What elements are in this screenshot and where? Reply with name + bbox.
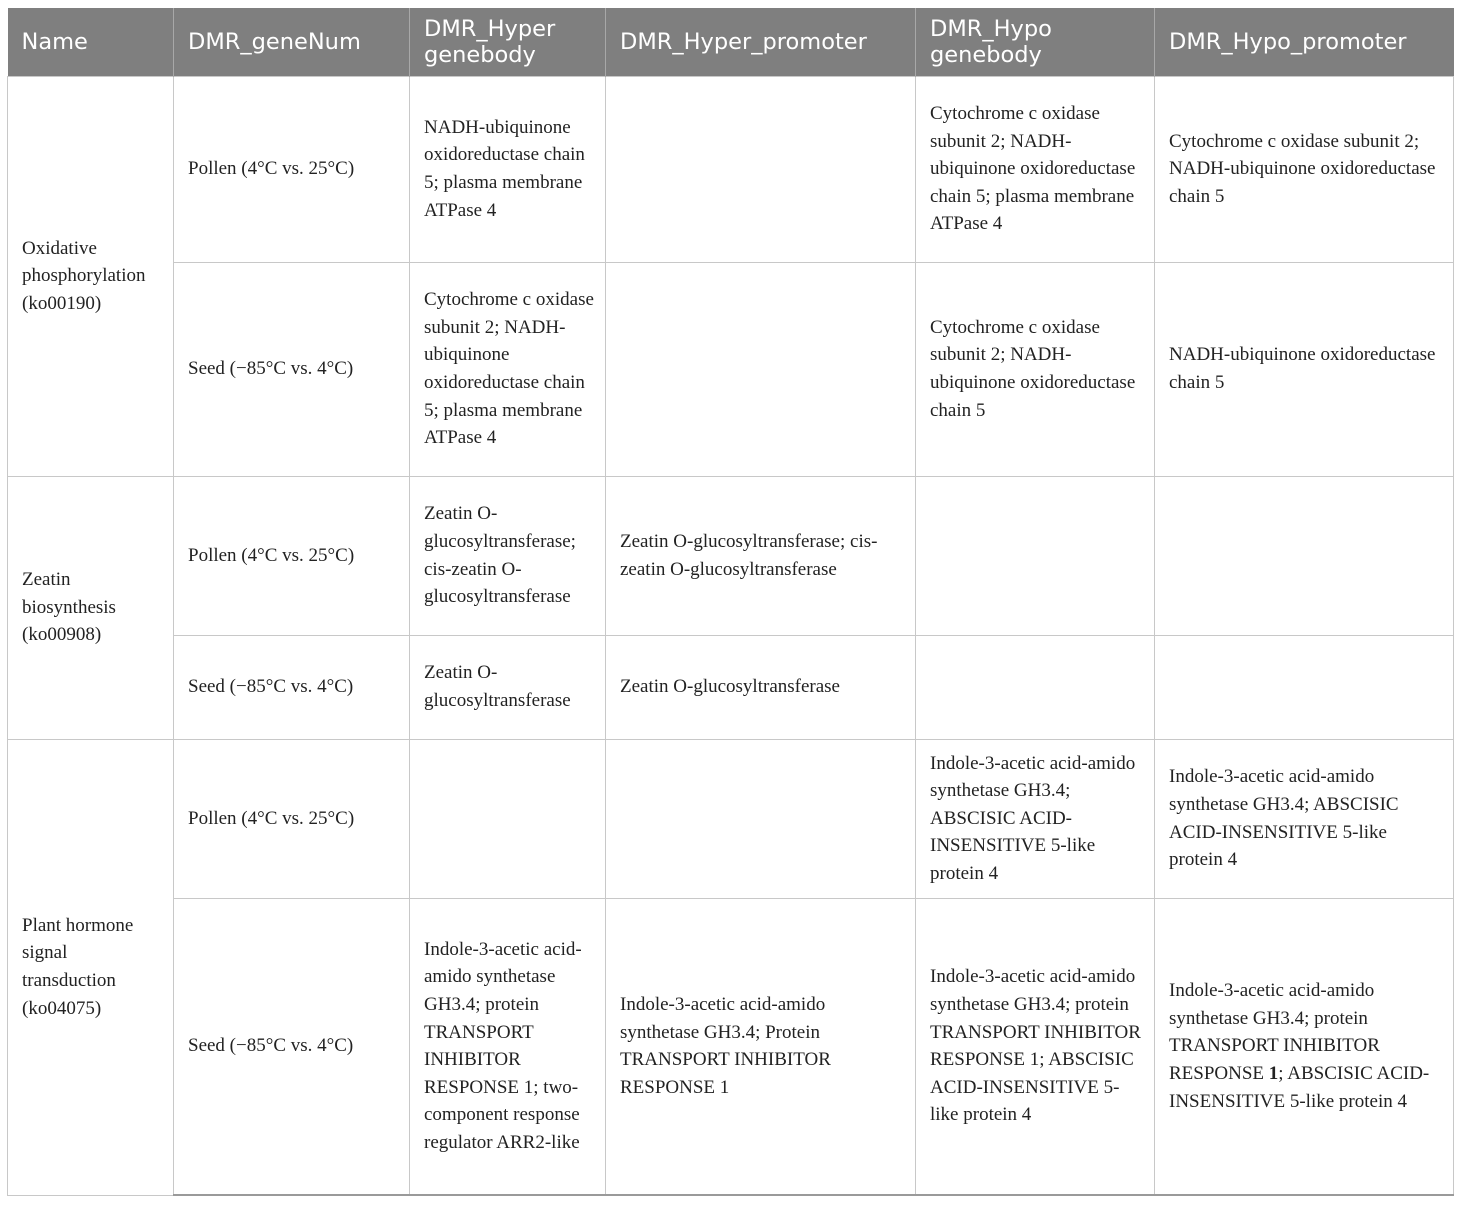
hypo-promoter-text-start: Indole-3-acetic acid-amido synthetase GH3.4; protein TRANSPORT INHIBITOR RESPONSE	[1169, 980, 1380, 1085]
hypo-genebody-cell	[916, 476, 1155, 635]
hyper-promoter-cell: Zeatin O-glucosyltransferase; cis-zeatin O-glucosyltransferase	[606, 476, 916, 635]
sample-cell: Pollen (4°C vs. 25°C)	[174, 76, 410, 262]
table-row	[8, 262, 1454, 476]
hyper-genebody-cell: Cytochrome c oxidase subunit 2; NADH-ubiquinone oxidoreductase chain 5; plasma membrane ATPase 4	[410, 262, 606, 476]
hypo-promoter-bold-number: 1	[1268, 1063, 1279, 1085]
hypo-promoter-cell: NADH-ubiquinone oxidoreductase chain 5	[1155, 262, 1454, 476]
header-hyper-genebody: DMR_Hyper genebody	[410, 8, 606, 76]
hyper-promoter-cell: Indole-3-acetic acid-amido synthetase GH3.4; Protein TRANSPORT INHIBITOR RESPONSE 1	[606, 898, 916, 1195]
sample-cell: Seed (−85°C vs. 4°C)	[174, 262, 410, 476]
hyper-promoter-cell	[606, 262, 916, 476]
hyper-promoter-cell	[606, 76, 916, 262]
hypo-promoter-cell	[1155, 476, 1454, 635]
sample-cell: Pollen (4°C vs. 25°C)	[174, 476, 410, 635]
hyper-genebody-cell: Zeatin O-glucosyltransferase	[410, 635, 606, 739]
sample-cell: Pollen (4°C vs. 25°C)	[174, 739, 410, 898]
hypo-promoter-cell: Indole-3-acetic acid-amido synthetase GH3.4; ABSCISIC ACID-INSENSITIVE 5-like protein 4	[1155, 739, 1454, 898]
hyper-genebody-cell: Indole-3-acetic acid-amido synthetase GH3.4; protein TRANSPORT INHIBITOR RESPONSE 1; two-component response regulator ARR2-like	[410, 898, 606, 1195]
hypo-genebody-cell	[916, 635, 1155, 739]
hypo-promoter-cell	[1155, 635, 1454, 739]
table-row	[8, 635, 1454, 739]
hyper-genebody-cell: NADH-ubiquinone oxidoreductase chain 5; plasma membrane ATPase 4	[410, 76, 606, 262]
table-row	[8, 476, 1454, 635]
table-row	[8, 898, 1454, 1195]
header-name: Name	[8, 8, 174, 76]
dmr-pathway-table	[7, 8, 1454, 1196]
hypo-genebody-cell: Cytochrome c oxidase subunit 2; NADH-ubiquinone oxidoreductase chain 5; plasma membrane ATPase 4	[916, 76, 1155, 262]
pathway-name-cell: Zeatin biosynthesis (ko00908)	[8, 476, 174, 739]
table-row	[8, 76, 1454, 262]
hyper-genebody-cell	[410, 739, 606, 898]
header-dmr-genenum: DMR_geneNum	[174, 8, 410, 76]
pathway-name-cell: Oxidative phosphorylation (ko00190)	[8, 76, 174, 476]
sample-cell: Seed (−85°C vs. 4°C)	[174, 898, 410, 1195]
pathway-name-cell: Plant hormone signal transduction (ko04075)	[8, 739, 174, 1195]
hypo-promoter-cell	[1155, 898, 1454, 1195]
header-hypo-promoter: DMR_Hypo_promoter	[1155, 8, 1454, 76]
hyper-promoter-cell: Zeatin O-glucosyltransferase	[606, 635, 916, 739]
hypo-promoter-cell: Cytochrome c oxidase subunit 2; NADH-ubiquinone oxidoreductase chain 5	[1155, 76, 1454, 262]
table-row	[8, 739, 1454, 898]
hypo-promoter-text-end: ; ABSCISIC ACID-INSENSITIVE 5-like protein 4	[1169, 1063, 1430, 1112]
sample-cell: Seed (−85°C vs. 4°C)	[174, 635, 410, 739]
header-hypo-genebody: DMR_Hypo genebody	[916, 8, 1155, 76]
hyper-promoter-cell	[606, 739, 916, 898]
hypo-genebody-cell: Indole-3-acetic acid-amido synthetase GH3.4; protein TRANSPORT INHIBITOR RESPONSE 1; ABSCISIC ACID-INSENSITIVE 5-like protein 4	[916, 898, 1155, 1195]
hypo-genebody-cell: Cytochrome c oxidase subunit 2; NADH-ubiquinone oxidoreductase chain 5	[916, 262, 1155, 476]
hypo-genebody-cell: Indole-3-acetic acid-amido synthetase GH3.4; ABSCISIC ACID-INSENSITIVE 5-like protein 4	[916, 739, 1155, 898]
header-hyper-promoter: DMR_Hyper_promoter	[606, 8, 916, 76]
header-row	[8, 8, 1454, 76]
hyper-genebody-cell: Zeatin O-glucosyltransferase; cis-zeatin O-glucosyltransferase	[410, 476, 606, 635]
